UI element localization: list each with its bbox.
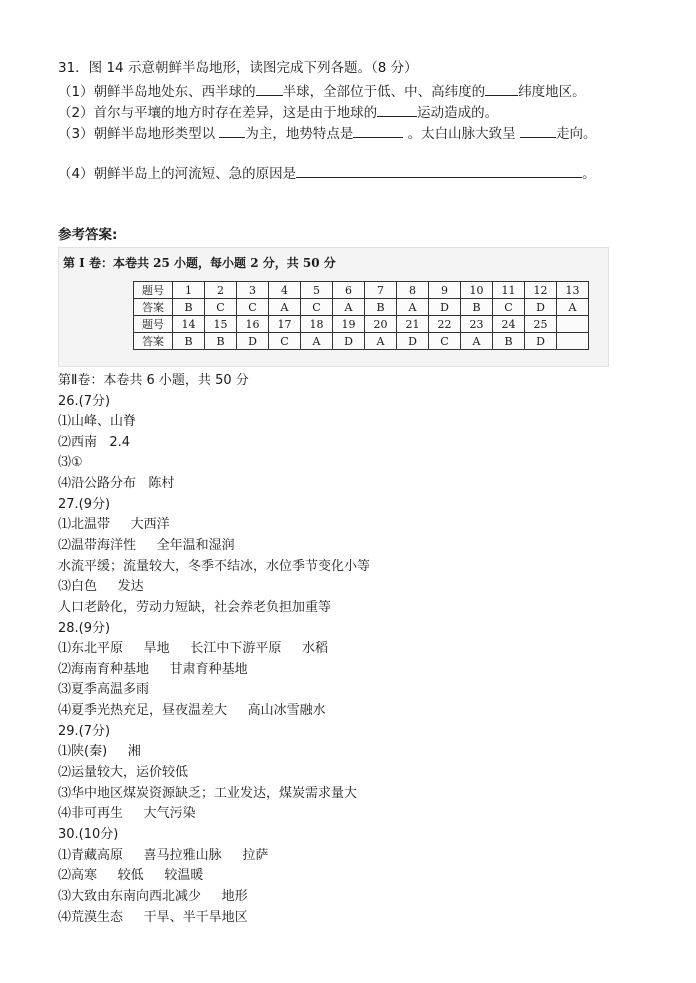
table-cell: 15 [205,316,237,333]
answer-line: 26.(7分) [58,394,111,409]
question-31-part3 [58,124,596,142]
answer-line: ⑴陕(秦) 湘 [58,744,141,759]
table-cell: 10 [461,282,493,299]
part3-text-d: 走向。 [555,126,597,142]
table-cell: 8 [397,282,429,299]
table-cell: 13 [557,282,589,299]
table-cell: A [301,333,333,350]
table-cell: D [333,333,365,350]
table-cell: C [205,299,237,316]
part2-text-b: 运动造成的。 [417,105,499,121]
answer-line: ⑶① [58,455,83,470]
answer-line: ⑶夏季高温多雨 [58,682,150,697]
answer-blank [377,103,417,117]
answer-line: ⑷沿公路分布 陈村 [58,476,175,491]
row-label-number: 题号 [134,316,173,333]
answer-line: ⑴北温带 大西洋 [58,517,170,532]
table-cell: B [173,299,205,316]
part4-text-b: 。 [582,166,596,182]
table-cell: 6 [333,282,365,299]
table-cell: C [493,299,525,316]
answer-line: 水流平缓；流量较大，冬季不结冰，水位季节变化小等 [58,559,371,574]
table-cell: 17 [269,316,301,333]
table-cell: D [237,333,269,350]
table-cell: A [557,299,589,316]
table-cell: D [397,333,429,350]
table-cell: 14 [173,316,205,333]
row-label-answer: 答案 [134,333,173,350]
part3-text-a: （3）朝鲜半岛地形类型以 [58,126,220,142]
answer-blank [520,124,556,138]
reference-answers-title: 参考答案: [58,227,118,243]
table-cell: A [461,333,493,350]
answer-line: 27.(9分) [58,497,111,512]
table-cell: 21 [397,316,429,333]
part4-text-a: （4）朝鲜半岛上的河流短、急的原因是 [58,166,297,182]
question-31-part2 [58,103,498,121]
answer-line: 第Ⅱ卷：本卷共 6 小题，共 50 分 [58,373,249,388]
table-cell: 20 [365,316,397,333]
row-label-number: 题号 [134,282,173,299]
table-cell: D [525,299,557,316]
table-cell: 9 [429,282,461,299]
answer-line: ⑵西南 2.4 [58,435,131,450]
table-cell: 23 [461,316,493,333]
table-cell: A [269,299,301,316]
answer-table-image [58,247,609,367]
answer-line: ⑵海南育种基地 甘肃育种基地 [58,662,248,677]
table-row [134,316,589,333]
table-cell: 22 [429,316,461,333]
question-31-part4 [58,164,596,182]
table-cell: B [205,333,237,350]
table-cell: 4 [269,282,301,299]
table-cell: 19 [333,316,365,333]
answer-line: ⑷非可再生 大气污染 [58,806,196,821]
answer-line: ⑶大致由东南向西北减少 地形 [58,889,248,904]
part1-text-b: 半球，全部位于低、中、高纬度的 [282,84,486,100]
table-cell [557,316,589,333]
answer-blank [296,164,582,178]
answer-table [133,281,589,350]
answer-line: ⑷夏季光热充足，昼夜温差大 高山冰雪融水 [58,703,326,718]
answer-blank [353,124,403,138]
table-cell: 16 [237,316,269,333]
table-cell: 24 [493,316,525,333]
table-cell: B [365,299,397,316]
table-row [134,282,589,299]
answer-line: ⑵高寒 较低 较温暖 [58,868,204,883]
part3-text-c: 。太白山脉大致呈 [403,126,520,142]
answer-line: ⑶白色 发达 [58,579,144,594]
table-cell: A [365,333,397,350]
answer-line: 30.(10分) [58,827,119,842]
table-cell: C [301,299,333,316]
answer-line: ⑵温带海洋性 全年温和湿润 [58,538,235,553]
part1-text-c: 纬度地区。 [518,84,586,100]
row-label-answer: 答案 [134,299,173,316]
table-cell: 18 [301,316,333,333]
table-cell: B [461,299,493,316]
part1-text-a: （1）朝鲜半岛地处东、西半球的 [58,84,256,100]
table-row [134,333,589,350]
table-cell: 5 [301,282,333,299]
table-cell: 11 [493,282,525,299]
answer-line: 人口老龄化，劳动力短缺，社会养老负担加重等 [58,600,332,615]
answer-blank [485,82,518,96]
part2-text-a: （2）首尔与平壤的地方时存在差异，这是由于地球的 [58,105,378,121]
answer-line: ⑶华中地区煤炭资源缺乏；工业发达，煤炭需求量大 [58,786,358,801]
answer-line: 28.(9分) [58,621,111,636]
table-cell: 3 [237,282,269,299]
table-cell: B [493,333,525,350]
table-cell: 2 [205,282,237,299]
answer-line: ⑴山峰、山脊 [58,414,137,429]
answer-blank [256,82,283,96]
answer-line: ⑴东北平原 旱地 长江中下游平原 水稻 [58,641,328,656]
table-cell: 25 [525,316,557,333]
part3-text-b: 为主，地势特点是 [245,126,354,142]
answer-line: ⑵运量较大，运价较低 [58,765,189,780]
answer-line: ⑴青藏高原 喜马拉雅山脉 拉萨 [58,848,269,863]
question-31-title: 31．图 14 示意朝鲜半岛地形，读图完成下列各题。（8 分） [58,60,418,76]
answer-line: ⑷荒漠生态 干旱、半干旱地区 [58,910,248,925]
table-cell: 12 [525,282,557,299]
table-cell: 7 [365,282,397,299]
table-cell: D [429,299,461,316]
table-cell: D [525,333,557,350]
table-cell: C [269,333,301,350]
table-cell: A [397,299,429,316]
question-31-part1 [58,82,586,100]
table-row [134,299,589,316]
answer-line: 29.(7分) [58,724,111,739]
answer-blank [219,124,245,138]
table-cell: C [237,299,269,316]
table-caption: 第 I 卷：本卷共 25 小题，每小题 2 分，共 50 分 [63,256,336,270]
table-cell: 1 [173,282,205,299]
table-cell: B [173,333,205,350]
table-cell [557,333,589,350]
table-cell: A [333,299,365,316]
table-cell: C [429,333,461,350]
